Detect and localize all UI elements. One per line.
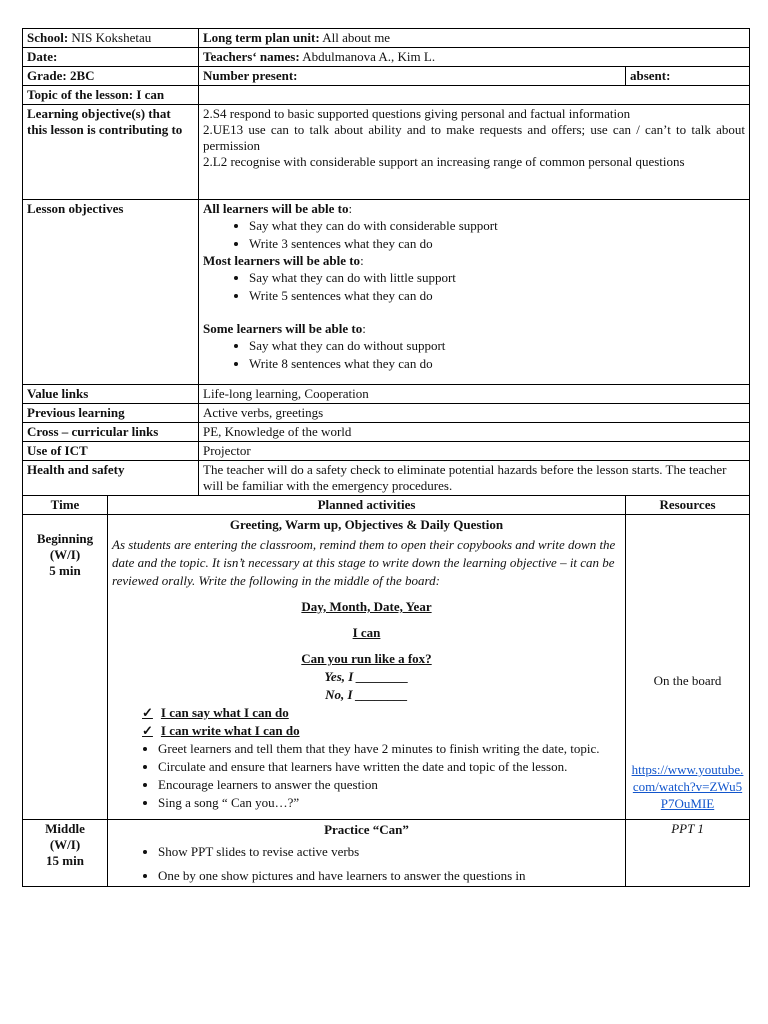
activity-bullet: • Sing a song “ Can you…?”	[158, 794, 607, 812]
board-line: I can	[352, 625, 381, 640]
absent-cell: absent:	[626, 67, 750, 86]
grade-row	[23, 67, 750, 86]
objective-item: • Say what they can do with little support	[249, 269, 745, 287]
objective-item: • Say what they can do with considerable support	[249, 217, 745, 235]
beginning-time: Beginning (W/I) 5 min	[23, 515, 108, 820]
board-line: Day, Month, Date, Year	[301, 599, 432, 614]
lesson-objectives-row	[23, 200, 750, 385]
learning-objectives-content	[199, 105, 750, 200]
middle-row	[23, 820, 750, 887]
board-line: No, I ________	[325, 687, 408, 702]
check-item: ✓ I can say what I can do	[142, 704, 621, 722]
lesson-plan-table	[22, 28, 750, 887]
youtube-link[interactable]: https://www.youtube.com/watch?v=ZWu5P7OuMIE	[631, 762, 744, 811]
teachers-cell: Teachers‘ names: Abdulmanova A., Kim L.	[199, 48, 750, 67]
topic-cell: Topic of the lesson: I can	[23, 86, 199, 105]
beginning-activities	[108, 515, 626, 820]
lesson-objectives-label: Lesson objectives	[23, 200, 199, 385]
board-line: Yes, I ________	[324, 669, 409, 684]
middle-title: Practice “Can”	[324, 822, 409, 837]
resource-board: On the board	[653, 673, 722, 688]
beginning-intro: As students are entering the classroom, remind them to open their copybooks and write down the date and the topic. It isn’t necessary at this stage to write down the learning objective – it can be reviewed orally. Write the following in the middle of the board:	[112, 537, 616, 588]
learning-objective-item: 2.L2 recognise with considerable support an increasing range of common personal questions	[203, 154, 685, 169]
school-cell: School: NIS Kokshetau	[23, 29, 199, 48]
topic-row	[23, 86, 750, 105]
objective-item: • Write 3 sentences what they can do	[249, 235, 745, 253]
activity-bullet: • Show PPT slides to revise active verbs	[158, 843, 621, 861]
lesson-plan-document	[22, 28, 749, 887]
time-header: Time	[23, 496, 108, 515]
objective-item: • Say what they can do without support	[249, 337, 745, 355]
middle-activities	[108, 820, 626, 887]
date-row	[23, 48, 750, 67]
health-safety-row: Health and safety The teacher will do a safety check to eliminate potential hazards before the lesson starts. The teacher will be familiar with the emergency procedures.	[23, 461, 750, 496]
some-learners-heading: Some learners will be able to	[203, 321, 363, 336]
activity-bullet: • Greet learners and tell them that they have 2 minutes to finish writing the date, topic.	[158, 740, 607, 758]
resources-header: Resources	[626, 496, 750, 515]
activity-bullet: • Circulate and ensure that learners have written the date and topic of the lesson.	[158, 758, 607, 776]
learning-objective-item: 2.S4 respond to basic supported questions giving personal and factual information	[203, 106, 631, 121]
learning-objectives-label: Learning objective(s) that this lesson is contributing to	[23, 105, 199, 200]
school-row	[23, 29, 750, 48]
objective-item: • Write 8 sentences what they can do	[249, 355, 745, 373]
beginning-row	[23, 515, 750, 820]
value-links-row: Value links Life-long learning, Cooperation	[23, 385, 750, 404]
middle-time: Middle (W/I) 15 min	[23, 820, 108, 887]
activity-bullet: • Encourage learners to answer the question	[158, 776, 607, 794]
check-item: ✓ I can write what I can do	[142, 722, 621, 740]
plan-header-row	[23, 496, 750, 515]
cross-curricular-row: Cross – curricular links PE, Knowledge of the world	[23, 423, 750, 442]
activities-header: Planned activities	[108, 496, 626, 515]
learning-objective-item: 2.UE13 use can to talk about ability and to make requests and offers; use can / can’t to talk about permission	[203, 122, 746, 153]
previous-learning-row: Previous learning Active verbs, greetings	[23, 404, 750, 423]
most-learners-heading: Most learners will be able to	[203, 253, 361, 268]
beginning-title: Greeting, Warm up, Objectives & Daily Question	[229, 517, 504, 532]
lesson-objectives-content: All learners will be able to: • Say what they can do with considerable support • Write 3 sentences what they can do Most learners will be able to: • Say what they can do with little support • Write 5 sentences what they can do Some learners will be able to: • Say what they can do without support • Write 8 sentences what they can do	[199, 200, 750, 385]
all-learners-heading: All learners will be able to	[203, 201, 349, 216]
beginning-resources	[626, 515, 750, 820]
unit-cell: Long term plan unit: All about me	[199, 29, 750, 48]
activity-bullet: • One by one show pictures and have learners to answer the questions in	[158, 867, 621, 885]
objective-item: • Write 5 sentences what they can do	[249, 287, 745, 305]
present-cell: Number present:	[199, 67, 626, 86]
ict-row: Use of ICT Projector	[23, 442, 750, 461]
board-line: Can you run like a fox?	[301, 651, 432, 666]
learning-objectives-row	[23, 105, 750, 200]
grade-cell: Grade: 2BC	[23, 67, 199, 86]
middle-resources: PPT 1	[626, 820, 750, 887]
date-cell: Date:	[23, 48, 199, 67]
